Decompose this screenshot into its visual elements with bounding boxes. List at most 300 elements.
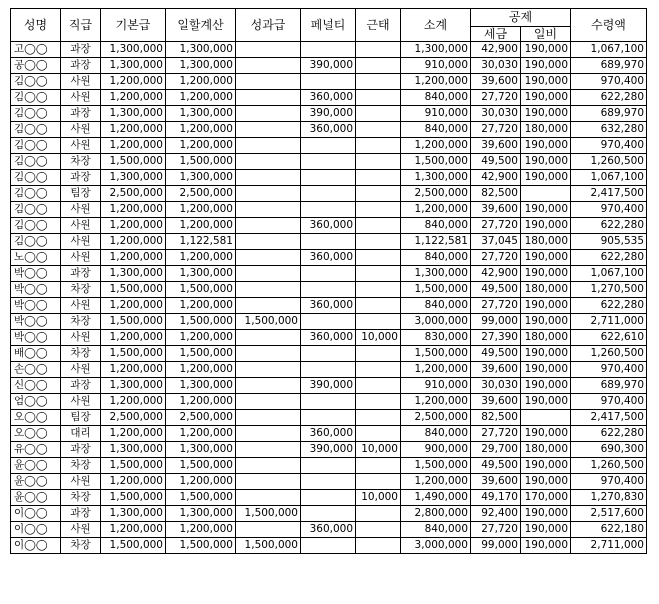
cell-rank: 사원 xyxy=(61,138,101,154)
cell-general: 190,000 xyxy=(521,362,571,378)
cell-subtotal: 3,000,000 xyxy=(401,538,471,554)
cell-attendance xyxy=(356,394,401,410)
cell-subtotal: 830,000 xyxy=(401,330,471,346)
cell-base: 1,500,000 xyxy=(101,154,166,170)
table-row xyxy=(11,442,647,458)
table-row xyxy=(11,474,647,490)
cell-subtotal: 840,000 xyxy=(401,298,471,314)
cell-penalty: 390,000 xyxy=(301,106,356,122)
cell-attendance xyxy=(356,74,401,90)
cell-net: 905,535 xyxy=(571,234,647,250)
cell-subtotal: 2,800,000 xyxy=(401,506,471,522)
cell-attendance xyxy=(356,314,401,330)
cell-name: 박◯◯ xyxy=(11,282,61,298)
table-row xyxy=(11,202,647,218)
cell-name: 공◯◯ xyxy=(11,58,61,74)
cell-penalty: 360,000 xyxy=(301,90,356,106)
cell-subtotal: 840,000 xyxy=(401,218,471,234)
cell-subtotal: 3,000,000 xyxy=(401,314,471,330)
cell-bonus xyxy=(236,90,301,106)
cell-penalty xyxy=(301,474,356,490)
cell-subtotal: 1,300,000 xyxy=(401,266,471,282)
cell-rank: 차장 xyxy=(61,490,101,506)
cell-attendance xyxy=(356,170,401,186)
cell-attendance xyxy=(356,282,401,298)
header-general: 일비 xyxy=(521,27,571,42)
cell-tax: 49,500 xyxy=(471,346,521,362)
cell-attendance xyxy=(356,378,401,394)
cell-net: 2,417,500 xyxy=(571,186,647,202)
table-row xyxy=(11,394,647,410)
table-row xyxy=(11,282,647,298)
header-daily: 일할계산 xyxy=(166,9,236,42)
cell-bonus xyxy=(236,106,301,122)
cell-tax: 49,500 xyxy=(471,282,521,298)
cell-tax: 27,720 xyxy=(471,90,521,106)
cell-name: 신◯◯ xyxy=(11,378,61,394)
cell-rank: 사원 xyxy=(61,90,101,106)
cell-general: 190,000 xyxy=(521,458,571,474)
table-row xyxy=(11,58,647,74)
cell-penalty xyxy=(301,490,356,506)
cell-attendance xyxy=(356,138,401,154)
cell-general: 180,000 xyxy=(521,442,571,458)
cell-penalty xyxy=(301,282,356,298)
header-tax: 세금 xyxy=(471,27,521,42)
table-header xyxy=(11,9,647,42)
table-row xyxy=(11,298,647,314)
cell-bonus xyxy=(236,298,301,314)
cell-name: 김◯◯ xyxy=(11,74,61,90)
cell-bonus: 1,500,000 xyxy=(236,538,301,554)
cell-subtotal: 1,200,000 xyxy=(401,138,471,154)
table-row xyxy=(11,266,647,282)
cell-tax: 49,500 xyxy=(471,458,521,474)
cell-general: 190,000 xyxy=(521,474,571,490)
cell-attendance xyxy=(356,426,401,442)
cell-net: 622,280 xyxy=(571,250,647,266)
cell-tax: 99,000 xyxy=(471,538,521,554)
cell-rank: 사원 xyxy=(61,218,101,234)
cell-penalty: 390,000 xyxy=(301,442,356,458)
cell-rank: 과장 xyxy=(61,42,101,58)
cell-rank: 대리 xyxy=(61,426,101,442)
header-base: 기본급 xyxy=(101,9,166,42)
cell-daily: 1,500,000 xyxy=(166,346,236,362)
cell-general: 180,000 xyxy=(521,330,571,346)
cell-net: 622,280 xyxy=(571,426,647,442)
cell-rank: 사원 xyxy=(61,202,101,218)
cell-penalty: 390,000 xyxy=(301,58,356,74)
cell-base: 1,500,000 xyxy=(101,282,166,298)
cell-tax: 27,720 xyxy=(471,218,521,234)
cell-daily: 1,200,000 xyxy=(166,138,236,154)
cell-daily: 1,200,000 xyxy=(166,122,236,138)
cell-bonus xyxy=(236,170,301,186)
cell-name: 김◯◯ xyxy=(11,202,61,218)
cell-tax: 30,030 xyxy=(471,378,521,394)
cell-penalty xyxy=(301,202,356,218)
cell-general: 190,000 xyxy=(521,154,571,170)
cell-general: 190,000 xyxy=(521,58,571,74)
cell-name: 김◯◯ xyxy=(11,154,61,170)
cell-daily: 1,300,000 xyxy=(166,106,236,122)
cell-tax: 30,030 xyxy=(471,58,521,74)
table-row xyxy=(11,122,647,138)
cell-rank: 차장 xyxy=(61,538,101,554)
cell-rank: 과장 xyxy=(61,58,101,74)
cell-base: 1,300,000 xyxy=(101,378,166,394)
cell-rank: 사원 xyxy=(61,474,101,490)
cell-net: 689,970 xyxy=(571,378,647,394)
header-bonus: 성과급 xyxy=(236,9,301,42)
cell-attendance xyxy=(356,58,401,74)
cell-net: 1,270,500 xyxy=(571,282,647,298)
cell-name: 박◯◯ xyxy=(11,298,61,314)
cell-name: 김◯◯ xyxy=(11,186,61,202)
cell-net: 1,067,100 xyxy=(571,42,647,58)
table-row xyxy=(11,186,647,202)
header-penalty: 페널티 xyxy=(301,9,356,42)
cell-net: 690,300 xyxy=(571,442,647,458)
cell-bonus xyxy=(236,186,301,202)
cell-penalty xyxy=(301,458,356,474)
cell-rank: 과장 xyxy=(61,170,101,186)
cell-bonus xyxy=(236,442,301,458)
cell-general: 190,000 xyxy=(521,426,571,442)
cell-name: 박◯◯ xyxy=(11,330,61,346)
cell-name: 이◯◯ xyxy=(11,506,61,522)
cell-name: 이◯◯ xyxy=(11,522,61,538)
cell-base: 1,200,000 xyxy=(101,250,166,266)
cell-tax: 39,600 xyxy=(471,474,521,490)
cell-bonus xyxy=(236,394,301,410)
cell-penalty xyxy=(301,346,356,362)
cell-bonus xyxy=(236,362,301,378)
cell-tax: 27,720 xyxy=(471,426,521,442)
cell-subtotal: 2,500,000 xyxy=(401,186,471,202)
cell-name: 엄◯◯ xyxy=(11,394,61,410)
cell-rank: 팀장 xyxy=(61,410,101,426)
cell-bonus xyxy=(236,426,301,442)
cell-bonus xyxy=(236,154,301,170)
table-row xyxy=(11,458,647,474)
cell-general: 190,000 xyxy=(521,522,571,538)
cell-attendance xyxy=(356,90,401,106)
cell-rank: 과장 xyxy=(61,506,101,522)
cell-subtotal: 910,000 xyxy=(401,106,471,122)
cell-base: 1,200,000 xyxy=(101,522,166,538)
cell-bonus xyxy=(236,490,301,506)
cell-base: 1,200,000 xyxy=(101,362,166,378)
cell-daily: 1,300,000 xyxy=(166,42,236,58)
cell-base: 1,300,000 xyxy=(101,442,166,458)
cell-subtotal: 1,490,000 xyxy=(401,490,471,506)
cell-subtotal: 1,500,000 xyxy=(401,346,471,362)
cell-general: 170,000 xyxy=(521,490,571,506)
cell-penalty: 390,000 xyxy=(301,378,356,394)
cell-name: 유◯◯ xyxy=(11,442,61,458)
cell-net: 622,280 xyxy=(571,298,647,314)
cell-penalty: 360,000 xyxy=(301,218,356,234)
cell-bonus xyxy=(236,42,301,58)
cell-bonus xyxy=(236,474,301,490)
cell-daily: 1,500,000 xyxy=(166,538,236,554)
cell-net: 622,180 xyxy=(571,522,647,538)
cell-daily: 2,500,000 xyxy=(166,410,236,426)
cell-base: 1,200,000 xyxy=(101,202,166,218)
cell-bonus xyxy=(236,234,301,250)
cell-penalty xyxy=(301,74,356,90)
table-row xyxy=(11,314,647,330)
cell-name: 김◯◯ xyxy=(11,138,61,154)
cell-attendance xyxy=(356,250,401,266)
cell-base: 1,200,000 xyxy=(101,218,166,234)
cell-subtotal: 1,500,000 xyxy=(401,154,471,170)
cell-daily: 1,200,000 xyxy=(166,474,236,490)
cell-penalty xyxy=(301,154,356,170)
cell-attendance xyxy=(356,458,401,474)
cell-daily: 1,200,000 xyxy=(166,250,236,266)
table-row xyxy=(11,506,647,522)
cell-net: 1,260,500 xyxy=(571,458,647,474)
cell-attendance xyxy=(356,154,401,170)
cell-net: 689,970 xyxy=(571,58,647,74)
cell-subtotal: 840,000 xyxy=(401,122,471,138)
cell-daily: 1,200,000 xyxy=(166,74,236,90)
cell-tax: 27,720 xyxy=(471,250,521,266)
cell-tax: 29,700 xyxy=(471,442,521,458)
cell-base: 1,200,000 xyxy=(101,330,166,346)
cell-base: 1,200,000 xyxy=(101,138,166,154)
cell-base: 2,500,000 xyxy=(101,186,166,202)
cell-rank: 과장 xyxy=(61,106,101,122)
cell-general: 190,000 xyxy=(521,394,571,410)
cell-bonus xyxy=(236,378,301,394)
cell-tax: 27,720 xyxy=(471,522,521,538)
cell-attendance xyxy=(356,506,401,522)
cell-attendance xyxy=(356,42,401,58)
cell-rank: 차장 xyxy=(61,346,101,362)
cell-penalty xyxy=(301,506,356,522)
cell-general: 190,000 xyxy=(521,90,571,106)
cell-tax: 27,720 xyxy=(471,298,521,314)
cell-rank: 사원 xyxy=(61,234,101,250)
cell-penalty xyxy=(301,138,356,154)
cell-tax: 39,600 xyxy=(471,202,521,218)
cell-base: 1,200,000 xyxy=(101,74,166,90)
header-name: 성명 xyxy=(11,9,61,42)
cell-general: 190,000 xyxy=(521,250,571,266)
table-row xyxy=(11,170,647,186)
cell-general xyxy=(521,186,571,202)
cell-bonus xyxy=(236,282,301,298)
cell-attendance xyxy=(356,410,401,426)
cell-net: 970,400 xyxy=(571,138,647,154)
cell-net: 2,711,000 xyxy=(571,314,647,330)
table-row xyxy=(11,538,647,554)
cell-name: 오◯◯ xyxy=(11,410,61,426)
cell-penalty xyxy=(301,314,356,330)
cell-name: 김◯◯ xyxy=(11,218,61,234)
cell-penalty xyxy=(301,362,356,378)
table-row xyxy=(11,410,647,426)
cell-general: 190,000 xyxy=(521,298,571,314)
cell-name: 박◯◯ xyxy=(11,266,61,282)
cell-attendance xyxy=(356,362,401,378)
cell-bonus xyxy=(236,122,301,138)
cell-general: 190,000 xyxy=(521,106,571,122)
cell-penalty xyxy=(301,266,356,282)
cell-penalty: 360,000 xyxy=(301,426,356,442)
cell-base: 1,500,000 xyxy=(101,346,166,362)
cell-general: 190,000 xyxy=(521,538,571,554)
cell-rank: 팀장 xyxy=(61,186,101,202)
cell-general: 190,000 xyxy=(521,42,571,58)
cell-daily: 1,200,000 xyxy=(166,202,236,218)
cell-net: 622,280 xyxy=(571,218,647,234)
cell-name: 박◯◯ xyxy=(11,314,61,330)
cell-rank: 사원 xyxy=(61,298,101,314)
cell-bonus xyxy=(236,218,301,234)
cell-daily: 1,300,000 xyxy=(166,58,236,74)
header-deduction: 공제 xyxy=(471,9,571,27)
cell-base: 1,500,000 xyxy=(101,490,166,506)
cell-subtotal: 840,000 xyxy=(401,250,471,266)
cell-name: 윤◯◯ xyxy=(11,458,61,474)
cell-tax: 37,045 xyxy=(471,234,521,250)
cell-general: 190,000 xyxy=(521,74,571,90)
cell-daily: 1,200,000 xyxy=(166,362,236,378)
cell-penalty xyxy=(301,234,356,250)
cell-net: 632,280 xyxy=(571,122,647,138)
cell-daily: 2,500,000 xyxy=(166,186,236,202)
table-row xyxy=(11,234,647,250)
cell-base: 1,300,000 xyxy=(101,266,166,282)
cell-bonus xyxy=(236,410,301,426)
cell-name: 노◯◯ xyxy=(11,250,61,266)
cell-daily: 1,300,000 xyxy=(166,442,236,458)
cell-subtotal: 840,000 xyxy=(401,426,471,442)
payroll-table xyxy=(10,8,647,554)
cell-base: 1,500,000 xyxy=(101,314,166,330)
table-row xyxy=(11,106,647,122)
cell-base: 1,200,000 xyxy=(101,298,166,314)
cell-attendance xyxy=(356,106,401,122)
cell-penalty: 360,000 xyxy=(301,522,356,538)
cell-daily: 1,200,000 xyxy=(166,218,236,234)
cell-tax: 39,600 xyxy=(471,362,521,378)
cell-subtotal: 1,200,000 xyxy=(401,474,471,490)
cell-daily: 1,500,000 xyxy=(166,490,236,506)
cell-general: 180,000 xyxy=(521,234,571,250)
cell-net: 1,260,500 xyxy=(571,154,647,170)
cell-penalty: 360,000 xyxy=(301,122,356,138)
cell-rank: 사원 xyxy=(61,250,101,266)
cell-subtotal: 1,122,581 xyxy=(401,234,471,250)
cell-base: 1,300,000 xyxy=(101,42,166,58)
cell-net: 622,610 xyxy=(571,330,647,346)
cell-rank: 사원 xyxy=(61,362,101,378)
cell-tax: 42,900 xyxy=(471,170,521,186)
cell-penalty: 360,000 xyxy=(301,330,356,346)
cell-daily: 1,500,000 xyxy=(166,314,236,330)
cell-bonus xyxy=(236,138,301,154)
cell-rank: 차장 xyxy=(61,458,101,474)
cell-penalty xyxy=(301,186,356,202)
header-rank: 직급 xyxy=(61,9,101,42)
cell-attendance xyxy=(356,266,401,282)
cell-daily: 1,500,000 xyxy=(166,154,236,170)
cell-subtotal: 1,200,000 xyxy=(401,202,471,218)
cell-base: 1,500,000 xyxy=(101,458,166,474)
cell-daily: 1,300,000 xyxy=(166,506,236,522)
cell-net: 970,400 xyxy=(571,394,647,410)
cell-rank: 차장 xyxy=(61,282,101,298)
cell-net: 2,417,500 xyxy=(571,410,647,426)
table-body xyxy=(11,42,647,554)
cell-attendance xyxy=(356,538,401,554)
cell-tax: 49,500 xyxy=(471,154,521,170)
cell-daily: 1,300,000 xyxy=(166,266,236,282)
cell-bonus xyxy=(236,74,301,90)
cell-net: 2,711,000 xyxy=(571,538,647,554)
cell-base: 1,300,000 xyxy=(101,170,166,186)
cell-daily: 1,200,000 xyxy=(166,90,236,106)
cell-general: 180,000 xyxy=(521,282,571,298)
cell-subtotal: 910,000 xyxy=(401,378,471,394)
cell-name: 이◯◯ xyxy=(11,538,61,554)
table-row xyxy=(11,426,647,442)
table-row xyxy=(11,378,647,394)
cell-base: 1,200,000 xyxy=(101,474,166,490)
cell-base: 1,300,000 xyxy=(101,506,166,522)
cell-subtotal: 900,000 xyxy=(401,442,471,458)
cell-base: 2,500,000 xyxy=(101,410,166,426)
cell-tax: 42,900 xyxy=(471,266,521,282)
header-subtotal: 소계 xyxy=(401,9,471,42)
cell-penalty: 360,000 xyxy=(301,298,356,314)
table-row xyxy=(11,490,647,506)
cell-rank: 사원 xyxy=(61,522,101,538)
cell-rank: 사원 xyxy=(61,330,101,346)
cell-bonus xyxy=(236,346,301,362)
cell-penalty: 360,000 xyxy=(301,250,356,266)
cell-bonus xyxy=(236,58,301,74)
cell-attendance xyxy=(356,346,401,362)
cell-penalty xyxy=(301,394,356,410)
cell-attendance xyxy=(356,202,401,218)
table-row xyxy=(11,250,647,266)
cell-base: 1,200,000 xyxy=(101,90,166,106)
cell-penalty xyxy=(301,42,356,58)
cell-name: 손◯◯ xyxy=(11,362,61,378)
cell-bonus xyxy=(236,250,301,266)
cell-net: 970,400 xyxy=(571,474,647,490)
cell-subtotal: 910,000 xyxy=(401,58,471,74)
cell-tax: 82,500 xyxy=(471,186,521,202)
cell-subtotal: 1,200,000 xyxy=(401,394,471,410)
cell-rank: 차장 xyxy=(61,314,101,330)
cell-net: 622,280 xyxy=(571,90,647,106)
cell-rank: 과장 xyxy=(61,442,101,458)
cell-general: 190,000 xyxy=(521,170,571,186)
cell-attendance xyxy=(356,234,401,250)
table-row xyxy=(11,42,647,58)
cell-attendance xyxy=(356,522,401,538)
cell-attendance xyxy=(356,474,401,490)
cell-tax: 99,000 xyxy=(471,314,521,330)
